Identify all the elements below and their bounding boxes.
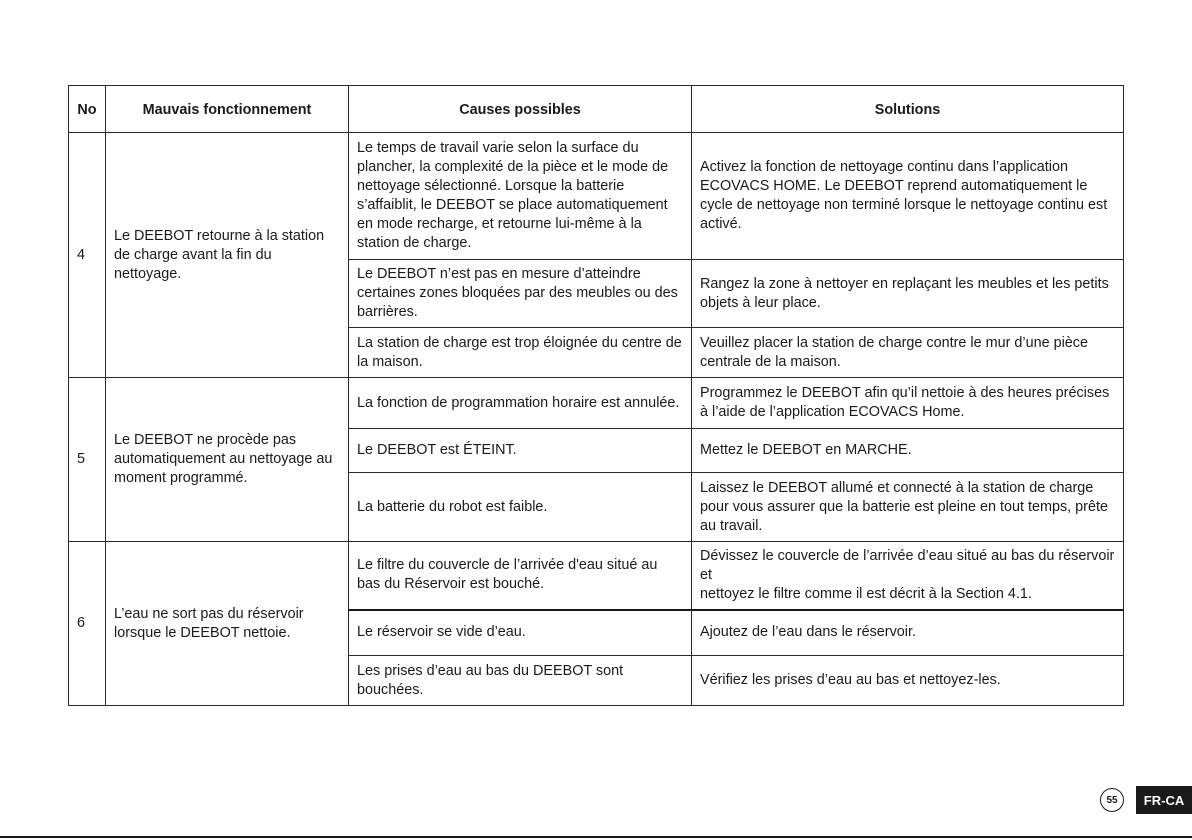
cause-cell: Les prises d’eau au bas du DEEBOT sont bouchées. [349,656,692,706]
table-header-row [69,86,1124,133]
header-solutions: Solutions [692,86,1124,133]
table-row [69,542,1124,610]
cause-cell: Le DEEBOT est ÉTEINT. [349,429,692,473]
solution-cell: Laissez le DEEBOT allumé et connecté à la station de charge pour vous assurer que la batterie est pleine en tout temps, prête au travail. [692,473,1124,542]
row-number: 5 [69,378,106,542]
solution-cell [692,542,1124,610]
header-causes: Causes possibles [349,86,692,133]
cause-cell: Le filtre du couvercle de l’arrivée d'eau situé au bas du Réservoir est bouché. [349,542,692,610]
page-number-badge: 55 [1100,788,1124,812]
table-row [69,133,1124,260]
solution-line: nettoyez le filtre comme il est décrit à la Section 4.1. [700,585,1032,602]
malfunction-cell: L’eau ne sort pas du réservoir lorsque le DEEBOT nettoie. [106,542,349,706]
row-number: 6 [69,542,106,706]
cause-cell: La batterie du robot est faible. [349,473,692,542]
cause-cell: La station de charge est trop éloignée du centre de la maison. [349,328,692,378]
troubleshooting-table [68,85,1124,706]
bottom-divider [0,836,1192,838]
row-number: 4 [69,133,106,378]
header-no: No [69,86,106,133]
table-row [69,378,1124,429]
solution-cell: Activez la fonction de nettoyage continu dans l’application ECOVACS HOME. Le DEEBOT reprend automatiquement le cycle de nettoyage non terminé lorsque le nettoyage continu est activé. [692,133,1124,260]
solution-cell: Programmez le DEEBOT afin qu’il nettoie à des heures précises à l’aide de l’application ECOVACS Home. [692,378,1124,429]
solution-line: Dévissez le couvercle de l’arrivée d’eau situé au bas du réservoir et [700,547,1115,583]
header-malfunction: Mauvais fonctionnement [106,86,349,133]
solution-cell: Ajoutez de l’eau dans le réservoir. [692,610,1124,656]
cause-cell: Le réservoir se vide d’eau. [349,610,692,656]
malfunction-cell: Le DEEBOT ne procède pas automatiquement au nettoyage au moment programmé. [106,378,349,542]
cause-cell: La fonction de programmation horaire est annulée. [349,378,692,429]
solution-cell: Veuillez placer la station de charge contre le mur d’une pièce centrale de la maison. [692,328,1124,378]
solution-cell: Mettez le DEEBOT en MARCHE. [692,429,1124,473]
solution-cell: Vérifiez les prises d’eau au bas et nettoyez-les. [692,656,1124,706]
solution-cell: Rangez la zone à nettoyer en replaçant les meubles et les petits objets à leur place. [692,260,1124,328]
malfunction-cell: Le DEEBOT retourne à la station de charge avant la fin du nettoyage. [106,133,349,378]
cause-cell: Le DEEBOT n’est pas en mesure d’atteindre certaines zones bloquées par des meubles ou des barrières. [349,260,692,328]
page-footer [1100,786,1192,814]
cause-cell: Le temps de travail varie selon la surface du plancher, la complexité de la pièce et le mode de nettoyage sélectionné. Lorsque la batterie s’affaiblit, le DEEBOT se place automatiquement en mode recharge, et retourne lui-même à la station de charge. [349,133,692,260]
language-label: FR-CA [1136,786,1192,814]
